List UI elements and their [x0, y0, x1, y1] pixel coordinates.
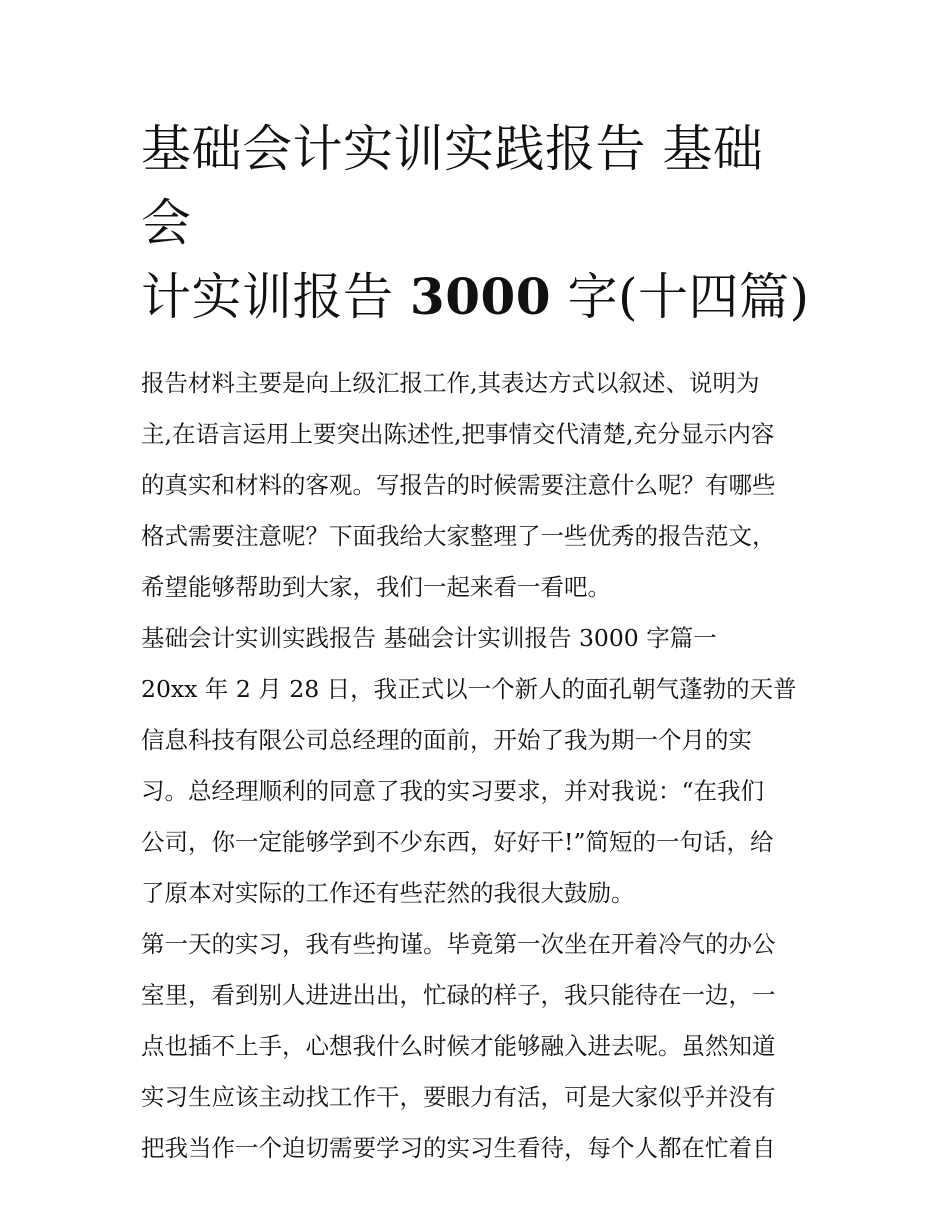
title-line-2 [141, 260, 813, 334]
intro-line: 格式需要注意呢？下面我给大家整理了一些优秀的报告范文， [141, 522, 776, 550]
body-paragraph-1 [141, 664, 813, 919]
body-line: 点也插不上手，心想我什么时候才能够融入进去呢。虽然知道 [141, 1032, 776, 1060]
body-line: 第一天的实习，我有些拘谨。毕竟第一次坐在开着冷气的办公 [141, 930, 776, 958]
body-line: 习。总经理顺利的同意了我的实习要求，并对我说：“在我们 [141, 777, 765, 805]
body-line: 信息科技有限公司总经理的面前，开始了我为期一个月的实 [141, 726, 752, 754]
body-line: 20xx 年 2 月 28 日，我正式以一个新人的面孔朝气蓬勃的天普 [141, 675, 797, 703]
intro-line: 的真实和材料的客观。写报告的时候需要注意什么呢？有哪些 [141, 471, 776, 499]
document-title [141, 112, 813, 334]
title-line-2-prefix: 计实训报告 [141, 268, 394, 326]
body-paragraph-2 [141, 919, 813, 1174]
section-heading: 基础会计实训实践报告 基础会计实训报告 3000 字篇一 [141, 624, 717, 652]
body-line: 了原本对实际的工作还有些茫然的我很大鼓励。 [141, 879, 635, 907]
body-line: 公司，你一定能够学到不少东西，好好干!”简短的一句话，给 [141, 828, 774, 856]
body-line: 把我当作一个迫切需要学习的实习生看待，每个人都在忙着自 [141, 1134, 776, 1162]
intro-line: 主,在语言运用上要突出陈述性,把事情交代清楚,充分显示内容 [141, 420, 775, 448]
title-line-2-number: 3000 [409, 267, 552, 326]
document-page [141, 112, 813, 1174]
title-line-1: 基础会计实训实践报告 基础会 [141, 120, 764, 252]
body-line: 实习生应该主动找工作干，要眼力有活，可是大家似乎并没有 [141, 1083, 776, 1111]
intro-line: 希望能够帮助到大家，我们一起来看一看吧。 [141, 573, 611, 601]
title-line-2-suffix: 字(十四篇) [567, 268, 810, 326]
body-line: 室里，看到别人进进出出，忙碌的样子，我只能待在一边，一 [141, 981, 776, 1009]
intro-line: 报告材料主要是向上级汇报工作,其表达方式以叙述、说明为 [141, 369, 760, 397]
intro-paragraph [141, 358, 813, 613]
